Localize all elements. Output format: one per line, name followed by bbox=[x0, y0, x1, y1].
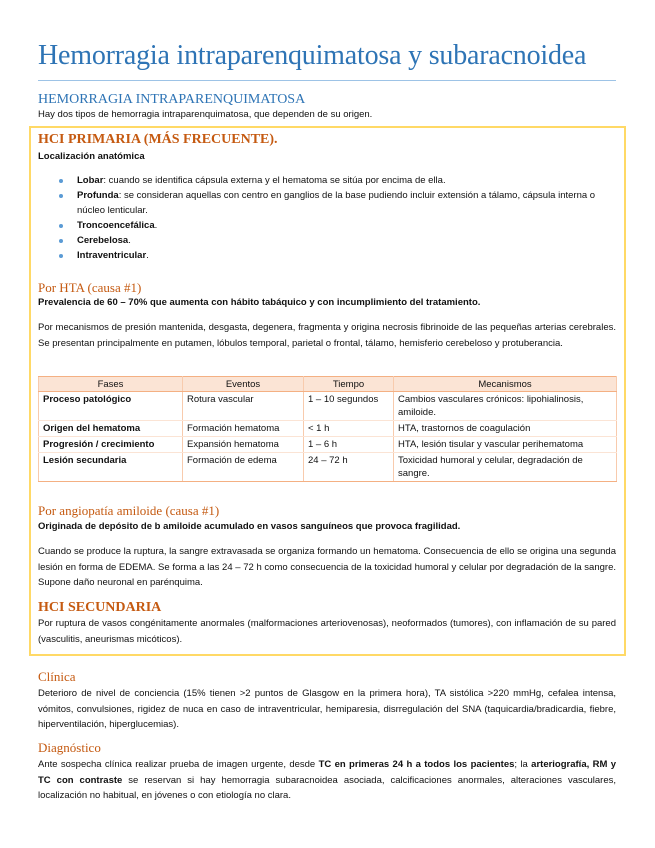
hta-paragraph: Por mecanismos de presión mantenida, desgasta, degenera, fragmenta y origina necrosis fibrinoide de las pequeñas arterias cerebrales. Se presentan principalmente en putamen, lóbulos temporal, parietal o frontal, tálamo, hemisferio cerebeloso y protuberancia. bbox=[38, 322, 616, 349]
table-row bbox=[39, 437, 617, 453]
list-item bbox=[55, 248, 615, 263]
column-header: Eventos bbox=[183, 377, 304, 392]
clinica-heading: Clínica bbox=[38, 669, 76, 684]
table-cell: Lesión secundaria bbox=[39, 453, 183, 482]
table-cell: HTA, lesión tisular y vascular perihematoma bbox=[394, 437, 617, 453]
amiloide-heading: Por angiopatía amiloide (causa #1) bbox=[38, 503, 220, 518]
localizacion-list bbox=[55, 173, 615, 263]
bullet-icon bbox=[59, 239, 63, 243]
page-title: Hemorragia intraparenquimatosa y subaracnoidea bbox=[38, 40, 587, 71]
secundaria-paragraph: Por ruptura de vasos congénitamente anormales (malformaciones arteriovenosas), neoformados (tumores), con inflamación de su pared (vasculitis, aneurismas micóticos). bbox=[38, 618, 616, 645]
table-row bbox=[39, 421, 617, 437]
bullet-icon bbox=[59, 254, 63, 258]
primaria-heading: HCI PRIMARIA (MÁS FRECUENTE). bbox=[38, 132, 278, 147]
table-row bbox=[39, 392, 617, 421]
table-cell: Toxicidad humoral y celular, degradación de sangre. bbox=[394, 453, 617, 482]
table-cell: Formación de edema bbox=[183, 453, 304, 482]
bullet-icon bbox=[59, 224, 63, 228]
table-header-row bbox=[39, 377, 617, 392]
diagnostico-text: se reservan si hay hemorragia subaracnoidea asociada, calcificaciones anormales, alteraciones vasculares, localización no habitual, en jóvenes o con etiología no clara. bbox=[38, 774, 616, 801]
secundaria-heading: HCI SECUNDARIA bbox=[38, 600, 162, 615]
list-item bbox=[55, 188, 615, 218]
table-cell: 1 – 10 segundos bbox=[304, 392, 394, 421]
table-cell: 24 – 72 h bbox=[304, 453, 394, 482]
bullet-text: . bbox=[154, 220, 158, 231]
title-underline bbox=[38, 80, 616, 81]
amiloide-paragraph: Cuando se produce la ruptura, la sangre extravasada se organiza formando un hematoma. Consecuencia de ello se origina una segunda lesión en forma de EDEMA. Se forma a las 24 – 72 h como consecuencia de la toxicidad humoral y celular por degradación de la sangre. Supone daño neuronal en parénquima. bbox=[38, 546, 616, 588]
list-item bbox=[55, 233, 615, 248]
bullet-text: . bbox=[146, 250, 149, 261]
diagnostico-heading: Diagnóstico bbox=[38, 740, 101, 755]
table-cell: Formación hematoma bbox=[183, 421, 304, 437]
diagnostico-emphasis: arteriografía, RM y TC con contraste bbox=[38, 759, 617, 786]
bullet-text: . bbox=[128, 235, 131, 246]
table-cell: HTA, trastornos de coagulación bbox=[394, 421, 617, 437]
column-header: Fases bbox=[39, 377, 183, 392]
table-cell: Expansión hematoma bbox=[183, 437, 304, 453]
table-cell: Cambios vasculares crónicos: lipohialinosis, amiloide. bbox=[394, 392, 617, 421]
table-cell: Proceso patológico bbox=[39, 392, 183, 421]
clinica-paragraph: Deterioro de nivel de conciencia (15% tienen >2 puntos de Glasgow en la primera hora), TA sistólica >220 mmHg, cefalea intensa, vómitos, convulsiones, rigidez de nuca en caso de intraventricular, hemiparesia, disrregulación del SNA (taquicardia/bradicardia, fiebre, hiperventilación, hiperglucemias). bbox=[38, 688, 616, 730]
hta-lead: Prevalencia de 60 – 70% que aumenta con hábito tabáquico y con incumplimiento del tratamiento. bbox=[38, 297, 481, 308]
list-item bbox=[55, 218, 615, 233]
bullet-term: Profunda bbox=[77, 190, 119, 201]
localizacion-subheading: Localización anatómica bbox=[38, 151, 145, 162]
bullet-icon bbox=[59, 179, 63, 183]
diagnostico-emphasis: TC en primeras 24 h a todos los pacientes bbox=[318, 759, 515, 770]
column-header: Mecanismos bbox=[394, 377, 617, 392]
bullet-icon bbox=[59, 194, 63, 198]
bullet-text: : cuando se identifica cápsula externa y el hematoma se sitúa por encima de ella. bbox=[103, 175, 446, 186]
table-cell: Rotura vascular bbox=[183, 392, 304, 421]
table-cell: Progresión / crecimiento bbox=[39, 437, 183, 453]
diagnostico-text: Ante sospecha clínica realizar prueba de imagen urgente, desde bbox=[38, 759, 319, 770]
diagnostico-text: ; la bbox=[514, 759, 532, 770]
section-intro: Hay dos tipos de hemorragia intraparenquimatosa, que dependen de su origen. bbox=[38, 109, 373, 120]
bullet-term: Troncoencefálica bbox=[77, 220, 155, 231]
bullet-text: : se consideran aquellas con centro en ganglios de la base pudiendo incluir extensión a tálamo, cápsula interna o núcleo lenticular. bbox=[77, 190, 596, 216]
hta-heading: Por HTA (causa #1) bbox=[38, 280, 142, 295]
diagnostico-paragraph bbox=[38, 757, 616, 804]
table-cell: 1 – 6 h bbox=[304, 437, 394, 453]
fases-table bbox=[38, 376, 617, 482]
table-cell: Origen del hematoma bbox=[39, 421, 183, 437]
column-header: Tiempo bbox=[304, 377, 394, 392]
bullet-term: Intraventricular bbox=[77, 250, 147, 261]
table-row bbox=[39, 453, 617, 482]
list-item bbox=[55, 173, 615, 188]
amiloide-lead: Originada de depósito de b amiloide acumulado en vasos sanguíneos que provoca fragilidad. bbox=[38, 521, 461, 532]
bullet-term: Lobar bbox=[77, 175, 104, 186]
bullet-term: Cerebelosa bbox=[77, 235, 129, 246]
section-heading: HEMORRAGIA INTRAPARENQUIMATOSA bbox=[38, 92, 306, 107]
table-cell: < 1 h bbox=[304, 421, 394, 437]
